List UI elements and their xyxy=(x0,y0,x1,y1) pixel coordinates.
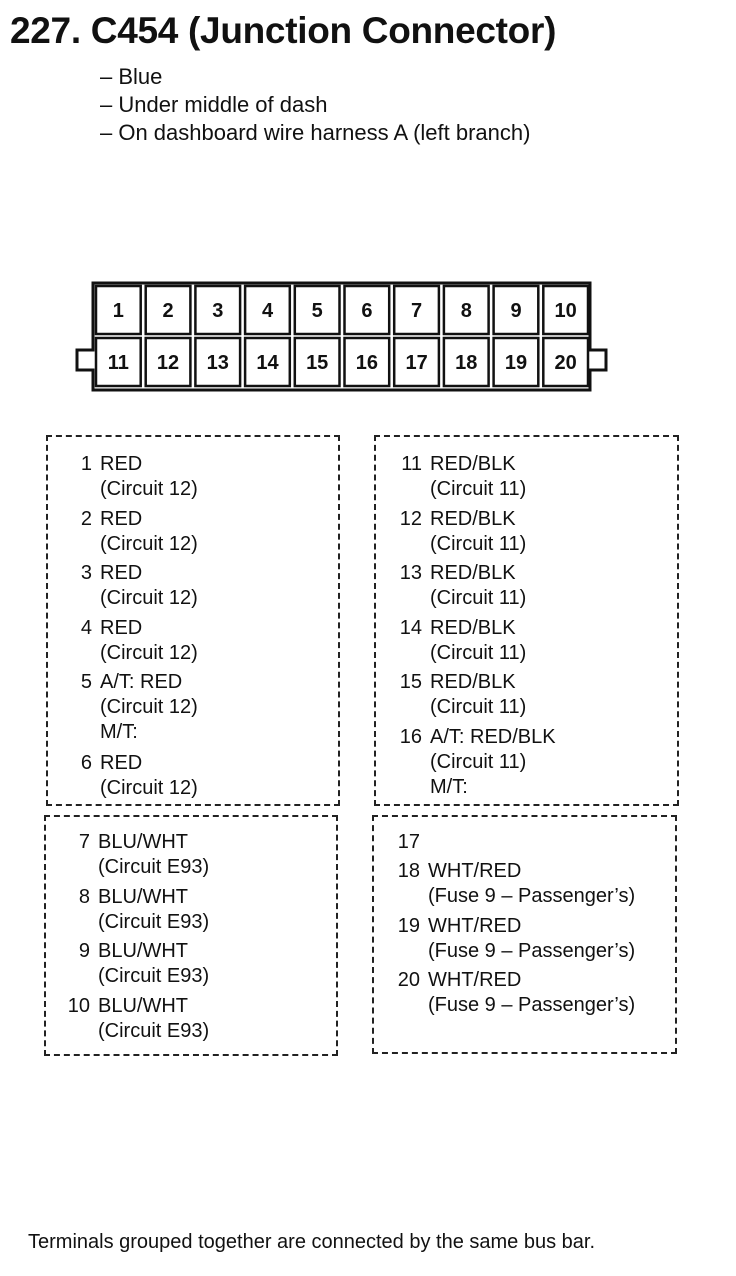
terminal-entry-number: 14 xyxy=(399,617,422,639)
circuit-label: (Circuit 11) xyxy=(430,478,527,500)
terminal-number-11: 11 xyxy=(107,352,129,374)
wire-color-label: RED xyxy=(100,562,143,584)
circuit-label: (Fuse 9 – Passenger’s) xyxy=(428,994,636,1016)
terminal-number-13: 13 xyxy=(206,352,229,374)
terminal-number-5: 5 xyxy=(311,300,323,322)
circuit-label: (Circuit 11) xyxy=(430,533,527,555)
terminal-number-7: 7 xyxy=(411,300,423,322)
wire-color-label: RED/BLK xyxy=(430,453,516,475)
circuit-label: (Circuit 12) xyxy=(100,696,198,718)
wire-color-label: RED xyxy=(100,617,143,639)
terminal-entry-number: 16 xyxy=(399,726,422,748)
page-title: 227. C454 (Junction Connector) xyxy=(10,10,557,51)
circuit-label: (Circuit 11) xyxy=(430,587,527,609)
wire-color-label: BLU/WHT xyxy=(98,940,188,962)
wire-color-label: BLU/WHT xyxy=(98,831,188,853)
terminal-entry-number: 6 xyxy=(80,752,92,774)
terminal-number-20: 20 xyxy=(554,352,577,374)
terminal-number-2: 2 xyxy=(162,300,174,322)
circuit-label: (Circuit 12) xyxy=(100,777,198,799)
connector-face-diagram xyxy=(0,0,736,420)
terminal-number-3: 3 xyxy=(212,300,224,322)
circuit-label: (Circuit 11) xyxy=(430,642,527,664)
terminal-entry-number: 5 xyxy=(80,671,92,693)
terminal-number-6: 6 xyxy=(361,300,373,322)
wire-color-label: RED/BLK xyxy=(430,562,516,584)
wire-color-label: RED xyxy=(100,453,143,475)
circuit-label: (Circuit 12) xyxy=(100,642,198,664)
terminal-number-18: 18 xyxy=(455,352,478,374)
terminal-entry-number: 9 xyxy=(78,940,90,962)
connector-harness-note: – On dashboard wire harness A (left branch) xyxy=(100,120,531,145)
terminal-number-10: 10 xyxy=(554,300,577,322)
terminal-entry-number: 3 xyxy=(80,562,92,584)
bus-group-2-box xyxy=(374,435,679,806)
terminal-entry-number: 17 xyxy=(397,831,420,853)
wire-color-label: RED xyxy=(100,508,143,530)
circuit-label: (Fuse 9 – Passenger’s) xyxy=(428,940,636,962)
circuit-label: (Circuit E93) xyxy=(98,911,210,933)
wire-color-label: BLU/WHT xyxy=(98,886,188,908)
bus-group-4-box xyxy=(372,815,677,1054)
wire-color-label: RED/BLK xyxy=(430,671,516,693)
circuit-label: (Circuit E93) xyxy=(98,856,210,878)
circuit-label: (Circuit 11) xyxy=(430,751,527,773)
terminal-entry-number: 15 xyxy=(399,671,422,693)
wire-color-label: RED/BLK xyxy=(430,617,516,639)
connector-location-note: – Under middle of dash xyxy=(100,92,328,117)
connector-terminal-cells xyxy=(96,286,588,386)
terminal-number-8: 8 xyxy=(460,300,472,322)
terminal-number-4: 4 xyxy=(261,300,274,322)
terminal-entry-number: 7 xyxy=(78,831,90,853)
terminal-entry-number: 10 xyxy=(67,995,90,1017)
wire-color-label: BLU/WHT xyxy=(98,995,188,1017)
terminal-entry-number: 1 xyxy=(80,453,92,475)
circuit-label: (Circuit 12) xyxy=(100,587,198,609)
wire-color-label: A/T: RED/BLK xyxy=(430,726,556,748)
connector-color-note: – Blue xyxy=(100,64,163,89)
terminal-number-1: 1 xyxy=(112,300,124,322)
terminal-entry-number: 20 xyxy=(397,969,420,991)
transmission-variant-label: M/T: xyxy=(100,721,138,743)
terminal-entry-number: 19 xyxy=(397,915,420,937)
wire-color-label: WHT/RED xyxy=(428,915,522,937)
terminal-number-14: 14 xyxy=(256,352,279,374)
transmission-variant-label: M/T: xyxy=(430,776,468,798)
wire-color-label: A/T: RED xyxy=(100,671,183,693)
circuit-label: (Fuse 9 – Passenger’s) xyxy=(428,885,636,907)
wire-color-label: WHT/RED xyxy=(428,860,522,882)
circuit-label: (Circuit 12) xyxy=(100,478,198,500)
wire-color-label: RED xyxy=(100,752,143,774)
circuit-label: (Circuit E93) xyxy=(98,965,210,987)
terminal-number-17: 17 xyxy=(405,352,428,374)
bus-group-3-box xyxy=(44,815,338,1056)
wire-color-label: WHT/RED xyxy=(428,969,522,991)
terminal-entry-number: 11 xyxy=(401,453,422,475)
terminal-number-9: 9 xyxy=(510,300,522,322)
terminal-number-15: 15 xyxy=(306,352,329,374)
terminal-entry-number: 8 xyxy=(78,886,90,908)
circuit-label: (Circuit E93) xyxy=(98,1020,210,1042)
terminal-number-16: 16 xyxy=(355,352,379,374)
circuit-label: (Circuit 12) xyxy=(100,533,198,555)
terminal-entry-number: 12 xyxy=(399,508,422,530)
wire-color-label: RED/BLK xyxy=(430,508,516,530)
terminal-entry-number: 4 xyxy=(80,617,92,639)
terminal-entry-number: 18 xyxy=(397,860,420,882)
circuit-label: (Circuit 11) xyxy=(430,696,527,718)
terminal-entry-number: 13 xyxy=(399,562,422,584)
terminal-number-12: 12 xyxy=(156,352,180,374)
bus-bar-footnote: Terminals grouped together are connected by the same bus bar. xyxy=(28,1231,596,1253)
bus-group-1-box xyxy=(46,435,340,806)
terminal-number-19: 19 xyxy=(504,352,528,374)
terminal-entry-number: 2 xyxy=(80,508,92,530)
